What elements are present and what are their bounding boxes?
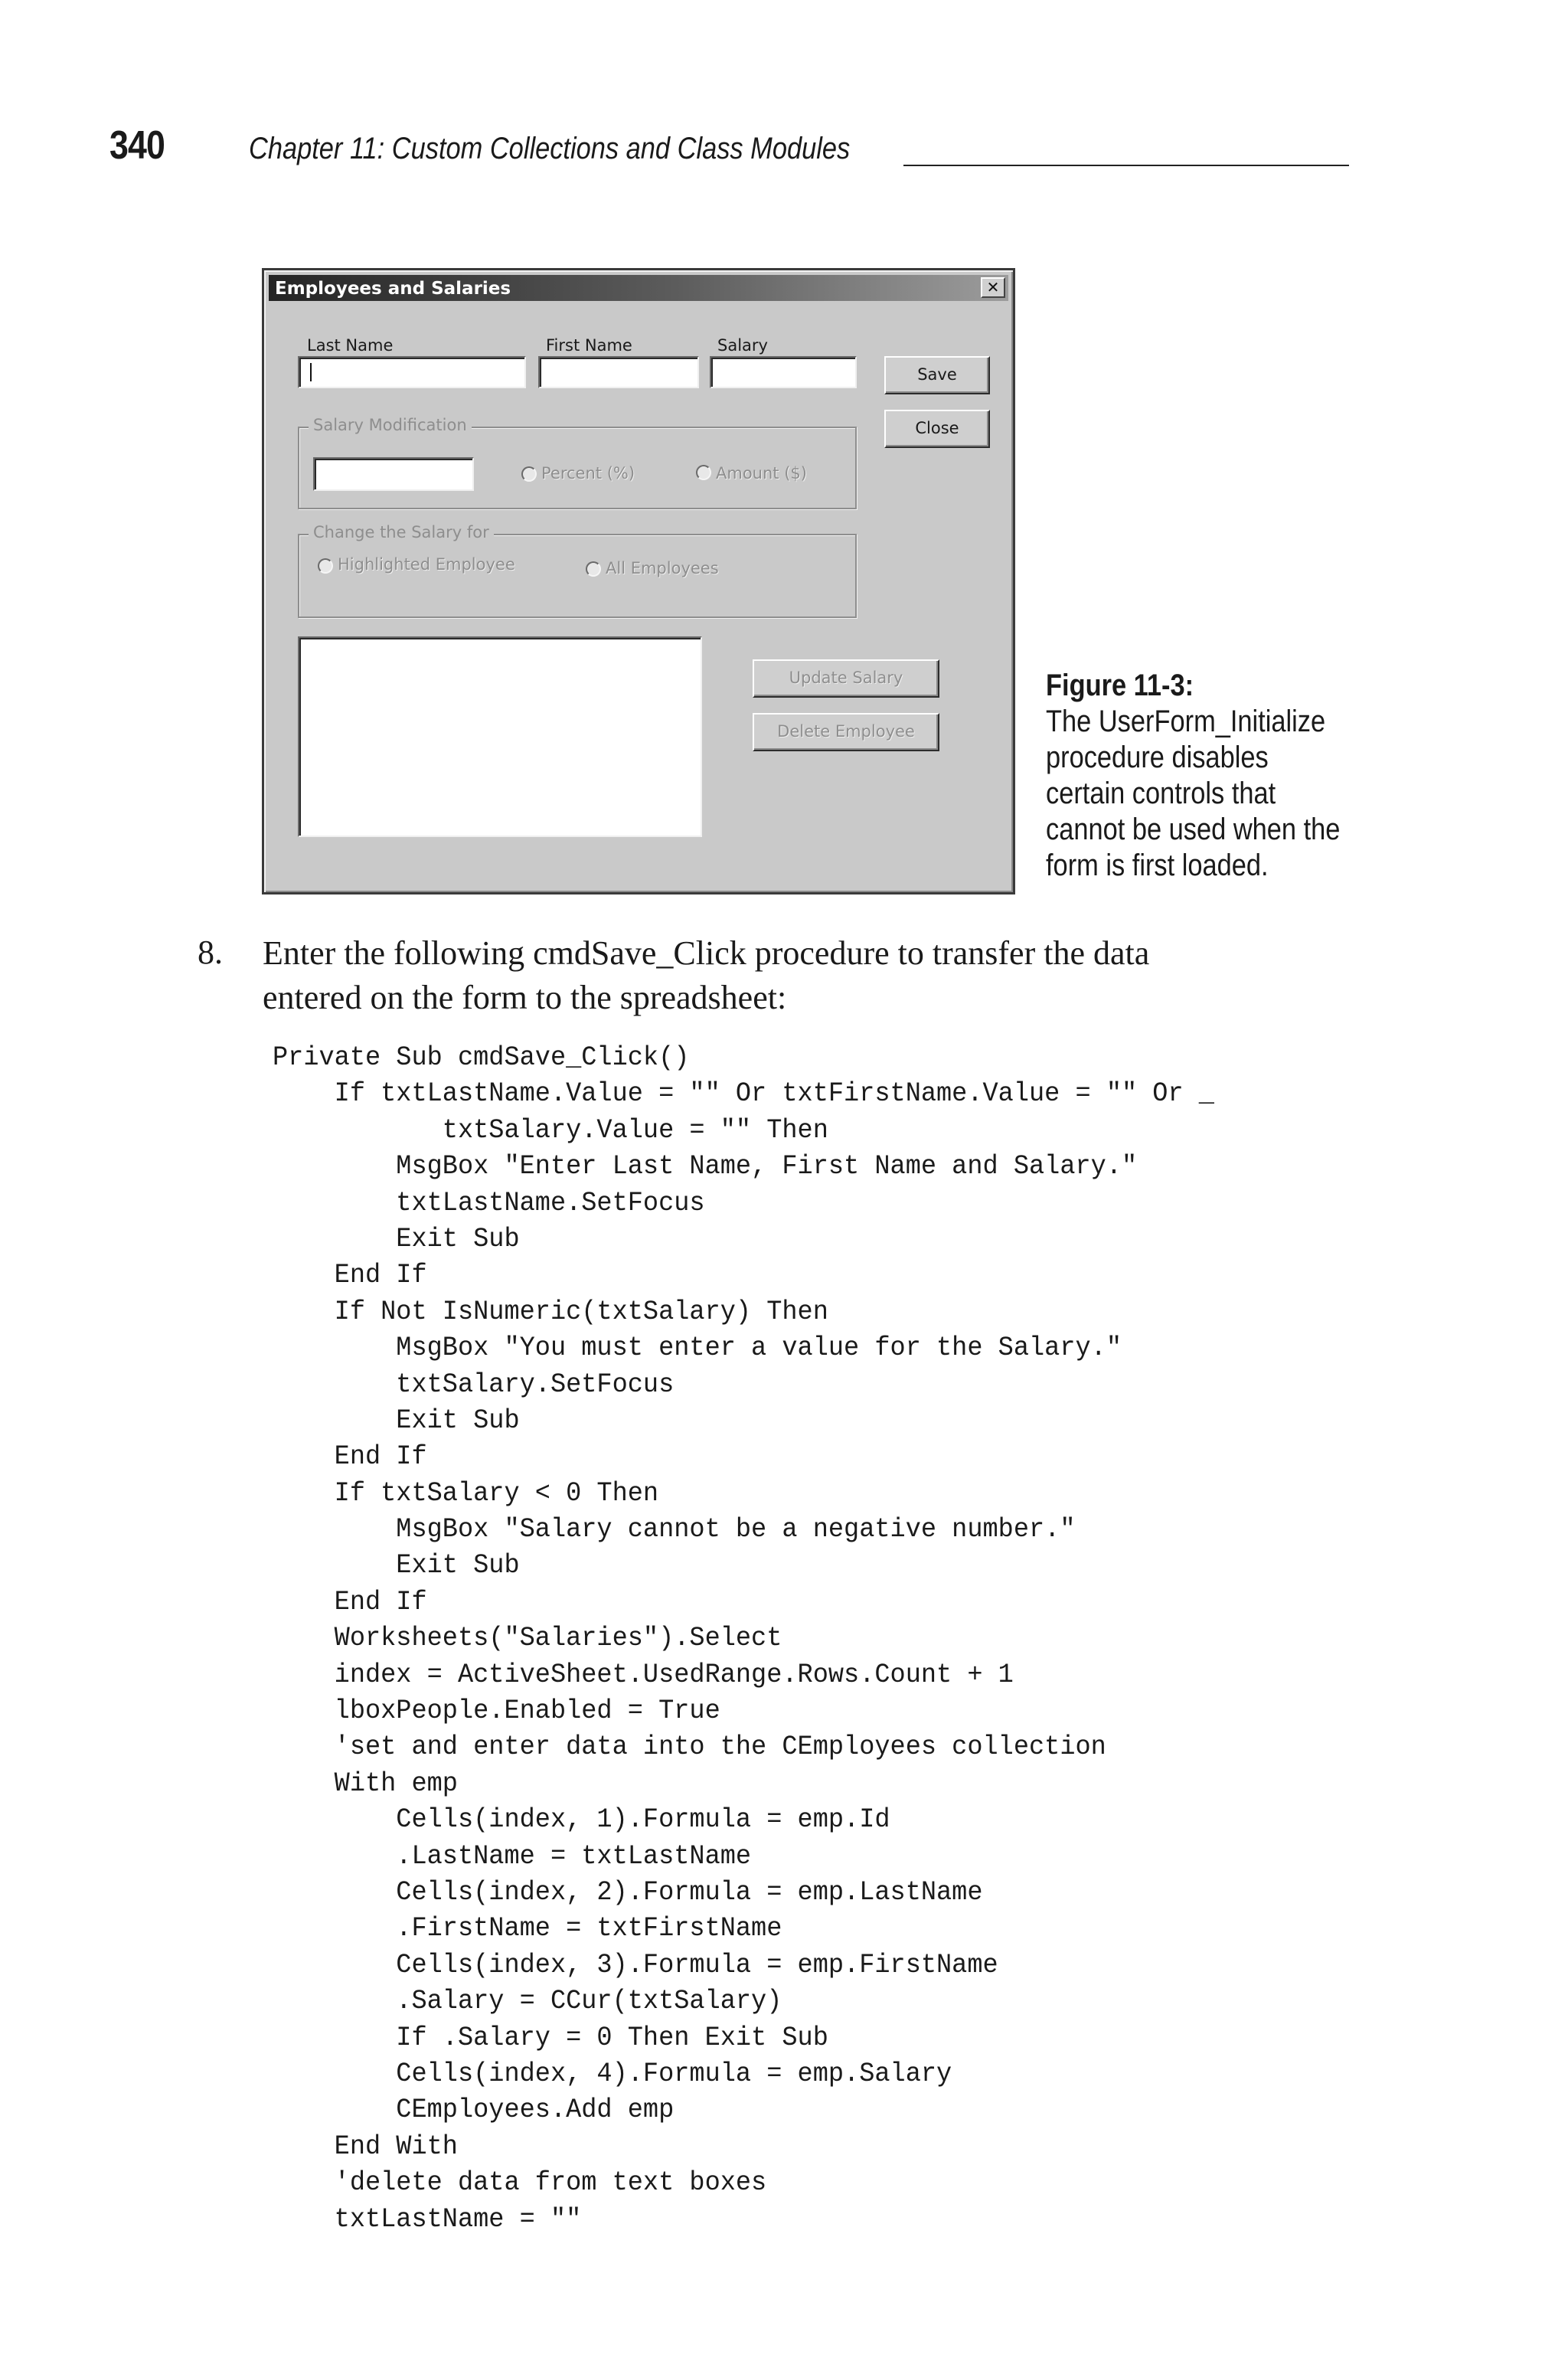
code-line: .FirstName = txtFirstName (273, 1913, 782, 1944)
highlighted-employee-radio[interactable] (318, 558, 333, 574)
code-line: txtSalary.SetFocus (273, 1369, 675, 1400)
salary-modification-input[interactable] (313, 457, 474, 491)
code-line: If txtLastName.Value = "" Or txtFirstName.Value = "" Or _ (273, 1078, 1214, 1110)
text-caret (310, 363, 312, 381)
step-number: 8. (198, 934, 223, 971)
step-text (263, 931, 1365, 1020)
code-line: .LastName = txtLastName (273, 1840, 752, 1872)
change-salary-for-caption: Change the Salary for (309, 523, 494, 541)
figure-caption-line: The UserForm_Initialize (1046, 705, 1326, 738)
code-line: index = ActiveSheet.UsedRange.Rows.Count + 1 (273, 1659, 1014, 1690)
first-name-input[interactable] (538, 356, 699, 388)
code-listing (273, 1040, 1253, 2238)
code-line: Cells(index, 1).Formula = emp.Id (273, 1804, 890, 1836)
code-line: If Not IsNumeric(txtSalary) Then (273, 1296, 828, 1327)
employees-listbox[interactable] (298, 636, 702, 837)
code-line: txtLastName = "" (273, 2203, 582, 2235)
salary-label: Salary (717, 336, 768, 355)
code-line: Private Sub cmdSave_Click() (273, 1042, 690, 1073)
salary-modification-caption: Salary Modification (309, 416, 472, 434)
figure-caption (1046, 668, 1388, 884)
code-line: End With (273, 2131, 458, 2162)
code-line: 'delete data from text boxes (273, 2167, 767, 2199)
close-icon[interactable]: ✕ (981, 277, 1005, 298)
salary-modification-frame (298, 416, 857, 509)
code-line: .Salary = CCur(txtSalary) (273, 1986, 782, 2017)
code-line: MsgBox "Enter Last Name, First Name and Salary." (273, 1151, 1138, 1182)
code-line: Cells(index, 2).Formula = emp.LastName (273, 1876, 983, 1908)
figure-caption-line: cannot be used when the (1046, 813, 1341, 846)
save-button[interactable]: Save (884, 356, 990, 394)
page-number: 340 (109, 123, 165, 168)
header-rule (903, 165, 1349, 166)
dialog-title-bar[interactable] (269, 275, 1008, 301)
figure-caption-line: certain controls that (1046, 777, 1276, 810)
amount-radio-label: Amount ($) (716, 464, 807, 482)
code-line: 'set and enter data into the CEmployees collection (273, 1732, 1106, 1763)
figure-label: Figure 11-3: (1046, 669, 1194, 702)
delete-employee-button[interactable]: Delete Employee (753, 713, 939, 751)
code-line: txtLastName.SetFocus (273, 1187, 705, 1218)
percent-radio[interactable] (521, 466, 537, 482)
code-line: MsgBox "Salary cannot be a negative number." (273, 1514, 1076, 1545)
all-employees-label: All Employees (606, 559, 719, 577)
close-button[interactable]: Close (884, 410, 990, 448)
code-line: End If (273, 1260, 427, 1291)
step-text-line: entered on the form to the spreadsheet: (263, 979, 787, 1016)
code-line: lboxPeople.Enabled = True (273, 1696, 720, 1727)
change-salary-for-frame (298, 523, 857, 618)
code-line: With emp (273, 1768, 458, 1799)
code-line: txtSalary.Value = "" Then (273, 1114, 828, 1146)
code-line: If txtSalary < 0 Then (273, 1477, 659, 1509)
last-name-input[interactable] (298, 356, 526, 388)
code-line: End If (273, 1586, 427, 1617)
chapter-title: Chapter 11: Custom Collections and Class Modules (249, 132, 851, 165)
percent-radio-label: Percent (%) (541, 464, 635, 482)
code-line: Exit Sub (273, 1405, 520, 1436)
code-line: End If (273, 1441, 427, 1473)
amount-radio[interactable] (696, 465, 711, 480)
dialog-title: Employees and Salaries (275, 279, 511, 299)
highlighted-employee-label: Highlighted Employee (338, 555, 515, 574)
employees-salaries-dialog (262, 268, 1015, 894)
code-line: Exit Sub (273, 1550, 520, 1581)
update-salary-button[interactable]: Update Salary (753, 659, 939, 698)
code-line: Cells(index, 3).Formula = emp.FirstName (273, 1949, 998, 1980)
last-name-label: Last Name (307, 336, 394, 355)
figure-caption-line: procedure disables (1046, 741, 1269, 774)
code-line: MsgBox "You must enter a value for the Salary." (273, 1333, 1122, 1364)
code-line: CEmployees.Add emp (273, 2095, 675, 2126)
code-line: Cells(index, 4).Formula = emp.Salary (273, 2058, 952, 2089)
code-line: If .Salary = 0 Then Exit Sub (273, 2022, 828, 2053)
code-line: Exit Sub (273, 1223, 520, 1254)
figure-caption-line: form is first loaded. (1046, 849, 1269, 882)
step-text-line: Enter the following cmdSave_Click procedure to transfer the data (263, 934, 1150, 972)
salary-input[interactable] (710, 356, 857, 388)
all-employees-radio[interactable] (586, 561, 601, 577)
code-line: Worksheets("Salaries").Select (273, 1623, 782, 1654)
first-name-label: First Name (546, 336, 632, 355)
